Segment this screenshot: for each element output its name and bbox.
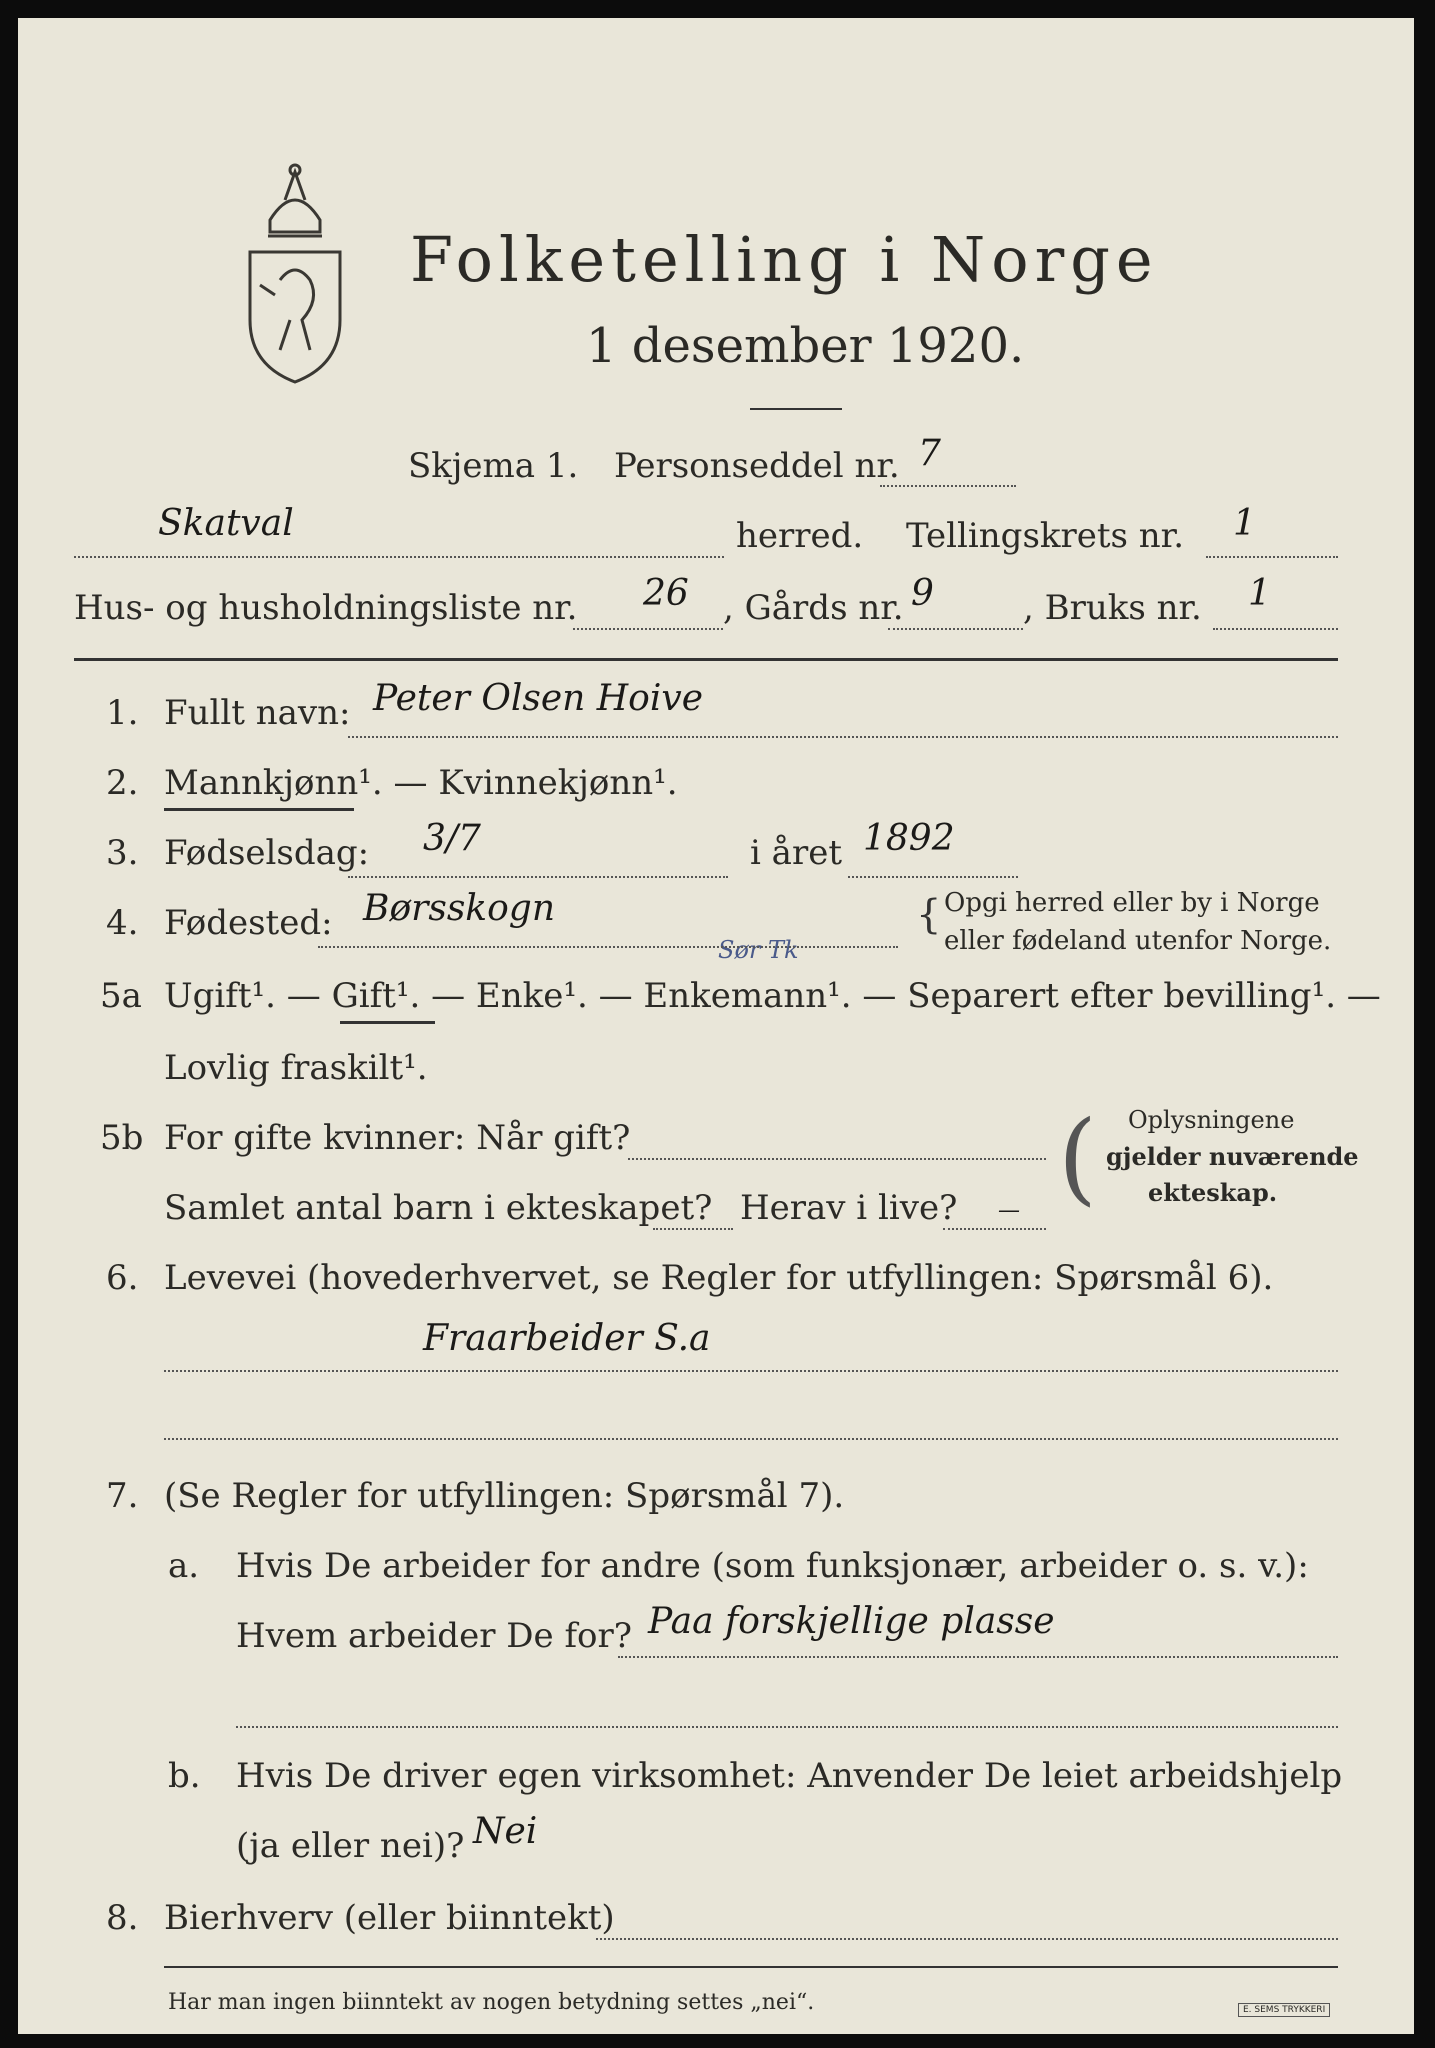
form-date: 1 desember 1920. <box>586 318 1025 374</box>
birthplace-note-2: eller fødeland utenfor Norge. <box>944 926 1332 956</box>
schema-label: Skjema 1. <box>408 446 579 486</box>
full-name-label: Fullt navn: <box>164 693 351 733</box>
herred-label: herred. <box>736 516 864 556</box>
birthyear-label: i året <box>750 833 842 873</box>
full-name-value: Peter Olsen Hoive <box>373 678 703 719</box>
children-count-label: Samlet antal barn i ekteskapet? <box>164 1188 713 1228</box>
marital-status-label-2: Lovlig fraskilt¹. <box>164 1048 428 1088</box>
marriage-note-2: gjelder nuværende <box>1106 1142 1359 1171</box>
birthyear-value: 1892 <box>863 818 955 859</box>
sex-label: Mannkjønn¹. — Kvinnekjønn¹. <box>164 763 678 803</box>
side-income-label: Bierhverv (eller biinntekt) <box>164 1898 615 1938</box>
birthplace-label: Fødested: <box>164 903 333 943</box>
herred-value: Skatval <box>158 503 294 544</box>
employer-question: Hvis De arbeider for andre (som funksjonær, arbeider o. s. v.): <box>236 1546 1309 1586</box>
occupation-label: Levevei (hovederhvervet, se Regler for utfyllingen: Spørsmål 6). <box>164 1258 1274 1298</box>
footer-rule <box>164 1966 1338 1968</box>
footer-note: Har man ingen biinntekt av nogen betydning settes „nei“. <box>168 1990 815 2015</box>
form-title: Folketelling i Norge <box>410 223 1159 296</box>
bruks-value: 1 <box>1248 573 1271 614</box>
occupation-value: Fraarbeider S.a <box>423 1318 711 1359</box>
self-employed-question: Hvis De driver egen virksomhet: Anvender De leiet arbeidshjelp <box>236 1756 1343 1796</box>
husliste-label: Hus- og husholdningsliste nr. <box>74 588 578 628</box>
birthplace-value-2: Sør Tk <box>718 936 799 964</box>
children-alive-label: Herav i live? <box>740 1188 958 1228</box>
sex-selected-mark <box>164 808 354 811</box>
hired-help-value: Nei <box>473 1811 538 1852</box>
children-alive-value: — <box>998 1198 1020 1223</box>
birthplace-value: Børsskogn <box>363 888 556 929</box>
marital-status-label: Ugift¹. — Gift¹. — Enke¹. — Enkemann¹. — Separert efter bevilling¹. — <box>164 976 1381 1016</box>
hired-help-label: (ja eller nei)? <box>236 1826 465 1866</box>
bruks-label: , Bruks nr. <box>1023 588 1202 628</box>
title-divider <box>750 408 842 410</box>
printer-mark: E. SEMS TRYKKERI <box>1238 2003 1330 2017</box>
header-rule <box>74 658 1338 661</box>
birthdate-value: 3/7 <box>423 818 481 859</box>
gards-value: 9 <box>911 573 934 614</box>
gards-label: , Gårds nr. <box>723 588 904 628</box>
personseddel-value: 7 <box>918 433 941 474</box>
marriage-note-1: Oplysningene <box>1128 1106 1295 1134</box>
married-when-label: For gifte kvinner: Når gift? <box>164 1118 631 1158</box>
tellingskrets-label: Tellingskrets nr. <box>906 516 1185 556</box>
husliste-value: 26 <box>643 573 689 614</box>
tellingskrets-value: 1 <box>1233 503 1256 544</box>
q7-label: (Se Regler for utfyllingen: Spørsmål 7). <box>164 1476 845 1516</box>
birthplace-note-1: Opgi herred eller by i Norge <box>944 888 1320 918</box>
marital-selected-mark <box>340 1021 435 1024</box>
census-form: Folketelling i Norge 1 desember 1920. Skjema 1. Personseddel nr. 7 Skatval herred. Tellingskrets nr. 1 Hus- og husholdningsliste nr. 26 , Gårds nr. 9 , Bruks nr. 1 1. Fullt navn: Peter Olsen Hoive 2. Mannkjønn¹. — Kvinnekjønn¹. 3. Fødselsdag: 3/7 i året 1892 4. Fødested: Børsskogn Sør Tk { Opgi herred eller by i Norge eller fødeland utenfor Norge. 5a Ugift¹. — Gift¹. — Enke¹. — Enkemann¹. — Separert efter bevilling¹. — Lovlig fraskilt¹. 5b For gifte kvinner: Når gift? Samlet antal barn i ekteskapet? Herav i live? — ( Oplysningene gjelder nuværende ekteskap. 6. Levevei (hovederhvervet, se Regler for utfyllingen: Spørsmål 6). Fraarbeider S.a 7. (Se Regler for utfyllingen: Spørsmål 7). a. Hvis De arbeider for andre (som funksjonær, arbeider o. s. v.): Hvem arbeider De for? Paa forskjellige plasse b. Hvis De driver egen virksomhet: Anvender De leiet arbeidshjelp (ja eller nei)? Nei 8. Bierhverv (eller biinntekt) Har man ingen biinntekt av nogen betydning settes „nei“. E. SEMS TRYKKERI <box>18 18 1414 2034</box>
employer-value: Paa forskjellige plasse <box>648 1601 1055 1642</box>
marriage-note-3: ekteskap. <box>1148 1178 1278 1207</box>
coat-of-arms-icon <box>240 160 350 385</box>
personseddel-label: Personseddel nr. <box>614 446 900 486</box>
employer-label: Hvem arbeider De for? <box>236 1616 632 1656</box>
birthdate-label: Fødselsdag: <box>164 833 370 873</box>
